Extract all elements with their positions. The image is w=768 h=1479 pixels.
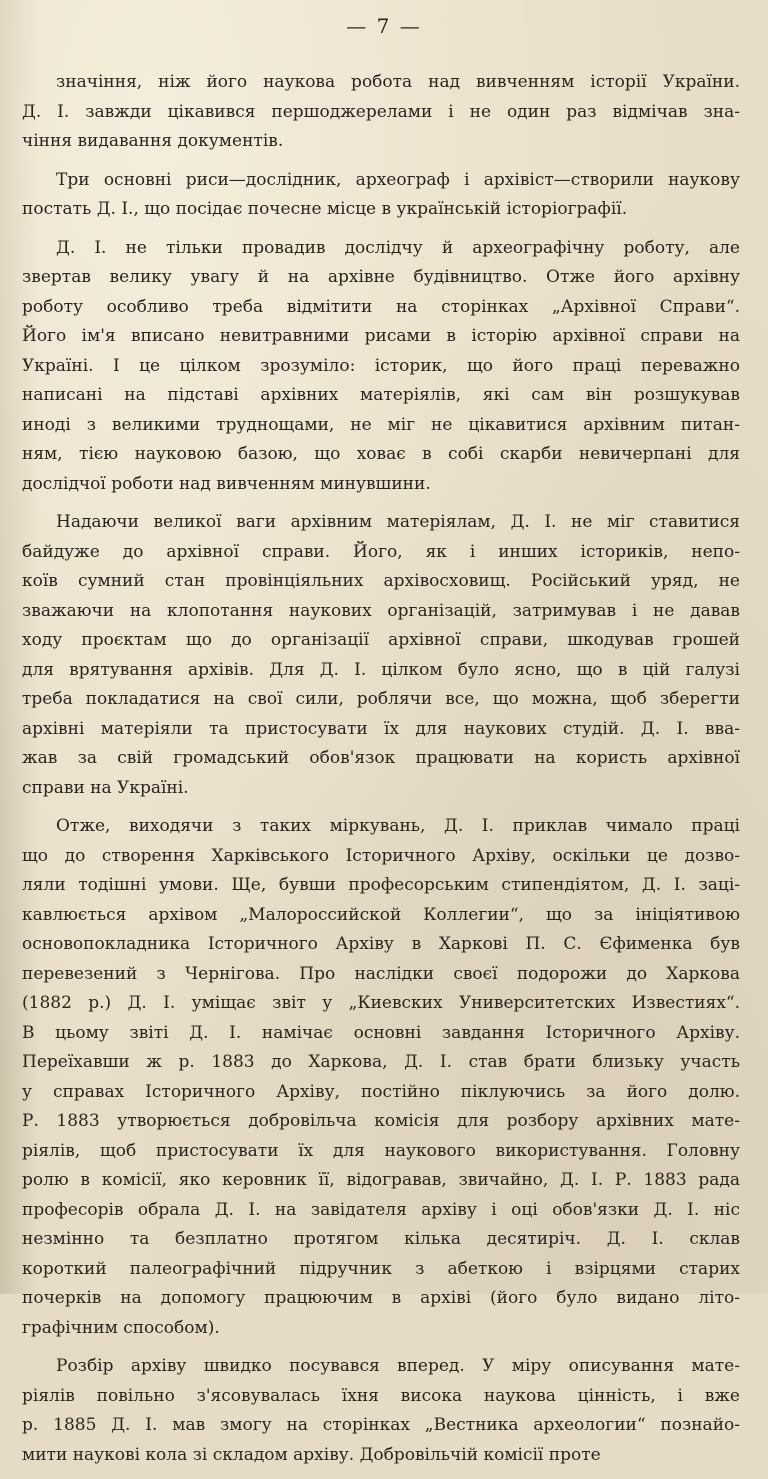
text-line: Україні. І це цілком зрозуміло: історик, що його праці переважно (22, 355, 740, 376)
text-line: Р. 1883 утворюється добровільча комісія для розбору архівних мате- (22, 1111, 740, 1131)
text-line: Переїхавши ж р. 1883 до Харкова, Д. І. став брати близьку участь (22, 1052, 740, 1072)
page-number: — 7 — (346, 14, 422, 38)
text-line: Д. І. не тільки провадив дослідчу й археографічну роботу, але (56, 237, 740, 258)
text-line: Його ім'я вписано невитравними рисами в історію архівної справи на (22, 326, 740, 346)
text-line: архівні матеріяли та пристосувати їх для наукових студій. Д. І. вва- (22, 718, 740, 739)
text-line: короткий палеографічний підручник з абеткою і взірцями старих (22, 1258, 740, 1279)
paragraph (22, 166, 740, 225)
text-line: зважаючи на клопотання наукових організацій, затримував і не давав (22, 600, 740, 621)
text-line: у справах Історичного Архіву, постійно піклуючись за його долю. (22, 1081, 740, 1102)
text-line: кавлюється архівом „Малороссийской Коллегии“, що за ініціятивою (22, 904, 740, 925)
text-line: почерків на допомогу працюючим в архіві (його було видано літо- (22, 1288, 740, 1308)
text-line: справи на Україні. (22, 777, 189, 798)
text-line: професорів обрала Д. І. на завідателя архіву і оці обов'язки Д. І. ніс (22, 1199, 740, 1220)
text-line: Д. І. завжди цікавився першоджерелами і не один раз відмічав зна- (22, 101, 740, 122)
text-line: чіння видавання документів. (22, 131, 284, 151)
text-line: мити наукові кола зі складом архіву. Добровільчій комісії проте (22, 1444, 601, 1465)
text-line: В цьому звіті Д. І. намічає основні завдання Історичного Архіву. (22, 1022, 740, 1043)
text-line: що до створення Харківського Історичного Архіву, оскільки це дозво- (22, 845, 740, 866)
paragraph (22, 812, 740, 1343)
text-line: ням, тією науковою базою, що ховає в собі скарби невичерпані для (22, 444, 740, 464)
text-line: ходу проєктам що до організації архівної справи, шкодував грошей (22, 630, 740, 650)
text-line: постать Д. І., що посідає почесне місце в українській історіографії. (22, 199, 628, 219)
text-line: Розбір архіву швидко посувався вперед. У міру описування мате- (56, 1356, 740, 1376)
text-line: байдуже до архівної справи. Його, як і инших істориків, непо- (22, 541, 740, 562)
paragraph (22, 1352, 740, 1470)
text-line: перевезений з Чернігова. Про наслідки своєї подорожи до Харкова (22, 963, 740, 984)
paragraph (22, 508, 740, 803)
text-line: треба покладатися на свої сили, роблячи все, що можна, щоб зберегти (22, 689, 740, 709)
body-text (22, 68, 740, 1479)
text-line: звертав велику увагу й на архівне будівництво. Отже його архівну (22, 267, 740, 287)
text-line: иноді з великими труднощами, не міг не цікавитися архівним питан- (22, 414, 740, 435)
text-line: роботу особливо треба відмітити на сторінках „Архівної Справи“. (22, 296, 740, 317)
text-line: дослідчої роботи над вивченням минувшини. (22, 473, 431, 494)
text-line: Отже, виходячи з таких міркувань, Д. І. приклав чимало праці (56, 816, 740, 836)
text-line: (1882 р.) Д. І. уміщає звіт у „Киевских Университетских Известиях“. (22, 993, 740, 1013)
text-line: написані на підставі архівних матеріялів, які сам він розшукував (22, 385, 740, 405)
text-line: коїв сумний стан провінціяльних архівосховищ. Російський уряд, не (22, 571, 740, 591)
text-line: ріялів, щоб пристосувати їх для наукового використування. Головну (22, 1140, 740, 1161)
text-line: Три основні риси—дослідник, археограф і архівіст—створили наукову (56, 169, 740, 190)
text-line: жав за свій громадський обов'язок працювати на користь архівної (22, 748, 740, 768)
text-line: незмінно та безплатно протягом кілька десятиріч. Д. І. склав (22, 1229, 740, 1249)
text-line: ляли тодішні умови. Ще, бувши професорським стипендіятом, Д. І. заці- (22, 875, 740, 895)
paragraph (22, 234, 740, 500)
paragraph (22, 68, 740, 157)
text-line: ролю в комісії, яко керовник її, відогравав, звичайно, Д. І. Р. 1883 рада (22, 1170, 740, 1190)
text-line: ріялів повільно з'ясовувалась їхня висока наукова цінність, і вже (22, 1385, 740, 1406)
text-line: Надаючи великої ваги архівним матеріялам, Д. І. не міг ставитися (56, 512, 740, 532)
text-line: для врятування архівів. Для Д. І. цілком було ясно, що в цій галузі (22, 659, 740, 680)
text-line: основопокладника Історичного Архіву в Харкові П. С. Єфименка був (22, 934, 740, 954)
text-line: значіння, ніж його наукова робота над вивченням історії України. (56, 72, 740, 92)
text-line: графічним способом). (22, 1317, 220, 1338)
text-line: р. 1885 Д. І. мав змогу на сторінках „Вестника археологии“ познайо- (22, 1415, 740, 1435)
